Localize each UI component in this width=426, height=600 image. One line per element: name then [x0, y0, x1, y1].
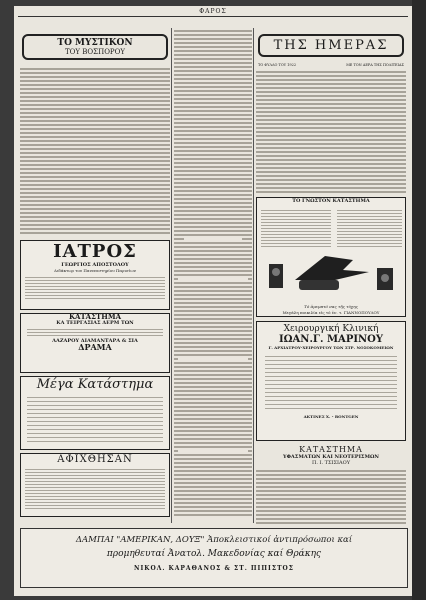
ad-clinic — [256, 321, 406, 441]
camera-eagle-illustration — [265, 250, 399, 298]
ad-clinic-subtitle: Γ. ΑΡΧΙΑΤΡΟΥ-ΧΕΙΡΟΥΡΓΟΥ ΤΩΝ ΣΤΡ. ΝΟΣΟΚΟΜΕΙΩΝ — [268, 345, 394, 350]
ad-foto-caption: Τό ἀμεμπτό σας τῆς τύχης — [304, 304, 358, 309]
ad-kat2-subtitle: ΥΦΑΣΜΑΤΩΝ ΚΑΙ ΝΕΟΤΕΡΙΣΜΩΝ — [283, 454, 379, 460]
ad-mega-title: Μέγα Κατάστημα — [36, 377, 154, 392]
ad-iatros-title: ΙΑΤΡΟΣ — [53, 241, 137, 262]
ad-katastima-yfasmaton — [256, 445, 406, 529]
ad-katastima-title: ΚΑΤΑΣΤΗΜΑ — [68, 312, 122, 321]
tis-imeras-title: ΤΗΣ ΗΜΕΡΑΣ — [273, 38, 389, 53]
ad-foto-subcaption: Μεγάλη ποικιλία εἰς τό ἐν. τ. ΓΙΑΝΝΟΠΟΥΛΟΥ — [282, 310, 380, 315]
ad-katastima-city: ΔΡΑΜΑ — [78, 342, 112, 352]
ad-foto-text — [261, 208, 331, 248]
tis-imeras-left: ΤΟ ΦΥΛΛΟ ΤΟΥ 1922 — [258, 63, 297, 67]
serial-header — [22, 34, 168, 60]
section-break — [184, 238, 242, 242]
tis-imeras-right: ΜΕ ΤΟΝ ΑΕΡΑ ΤΗΣ ΠΟΛΙΤΕΙΑΣ — [346, 63, 404, 67]
section-break — [178, 276, 248, 280]
ad-afixthesan-title: ΑΦΙΧΘΗΣΑΝ — [57, 454, 133, 465]
ad-foto-title: ΤΟ ΓΝΩΣΤΟΝ ΚΑΤΑΣΤΗΜΑ — [292, 198, 370, 204]
ad-clinic-text — [265, 353, 397, 411]
banner-line-3: ΝΙΚΟΛ. ΚΑΡΑΘΑΝΟΣ & ΣΤ. ΠΙΠΙΣΤΟΣ — [133, 565, 295, 572]
tis-imeras-text — [256, 69, 406, 194]
masthead-rule — [18, 16, 408, 17]
ad-clinic-title: Χειρουργική Κλινική — [283, 324, 379, 334]
bottom-banner-ad — [20, 528, 408, 588]
column-rule — [253, 28, 254, 523]
ad-iatros-subtitle: Διδάκτωρ του Πανεπιστημίου Παρισίων — [53, 268, 137, 273]
ad-clinic-tag: ΑΚΤΙΝΕΣ Χ. - RONTGEN — [303, 414, 359, 419]
tis-imeras-header — [258, 34, 404, 57]
newspaper-page — [14, 6, 412, 596]
column-middle — [174, 28, 252, 518]
column-rule — [171, 28, 172, 523]
masthead: ΦΑΡΟΣ — [199, 8, 227, 15]
ad-iatros-text — [25, 275, 165, 301]
ad-iatros-name: ΓΕΩΡΓΙΟΣ ΑΠΟΣΤΟΛΟΥ — [61, 262, 129, 268]
ad-katastima-name: ΛΑΖΑΡΟΥ ΔΙΑΜΑΝΤΑΡΑ & ΣΙΑ — [52, 338, 138, 344]
ad-fotografeion — [256, 197, 406, 317]
ad-katastima-dermaton — [20, 313, 170, 373]
ad-kat2-text — [256, 468, 406, 524]
ad-katastima-text — [27, 327, 163, 337]
ad-clinic-name: ΙΩΑΝ.Γ. ΜΑΡΙΝΟΥ — [278, 334, 384, 345]
section-break — [178, 358, 248, 362]
banner-line-2: προμηθευταί Ἀνατολ. Μακεδονίας καί Θράκης — [106, 549, 322, 559]
ad-kat2-title: ΚΑΤΑΣΤΗΜΑ — [299, 445, 363, 454]
section-break — [178, 448, 248, 452]
ad-mega-text — [27, 394, 163, 444]
column-left — [20, 28, 170, 517]
column-middle-text — [174, 28, 252, 518]
ad-afixthesan-text — [25, 467, 165, 511]
scan-edge — [412, 0, 426, 600]
ad-katastima-subtitle: ΚΑ ΤΕΙΡΓΑΣΙΑΣ ΔΕΡΜ ΤΩΝ — [56, 320, 134, 326]
serial-text — [20, 66, 170, 236]
column-right — [256, 28, 406, 529]
ad-afixthesan — [20, 453, 170, 517]
ad-foto-text-right — [337, 208, 402, 248]
serial-subtitle: ΤΟΥ ΒΟΣΠΟΡΟΥ — [65, 48, 125, 56]
tis-imeras-subheads — [256, 63, 406, 67]
ad-mega-katastima — [20, 376, 170, 450]
banner-line-1: ΔΑΜΠΑΙ "ΑΜΕΡΙΚΑΝ, ΔΟΥΞ" Ἀποκλειστικοί ἀντιπρόσωποι καί — [75, 535, 353, 545]
ad-kat2-name: Π. Ι. ΤΣΙΣΙΑΟΥ — [311, 460, 351, 466]
ad-iatros — [20, 240, 170, 310]
serial-title: ΤΟ ΜΥΣΤΙΚΟΝ — [57, 38, 133, 48]
